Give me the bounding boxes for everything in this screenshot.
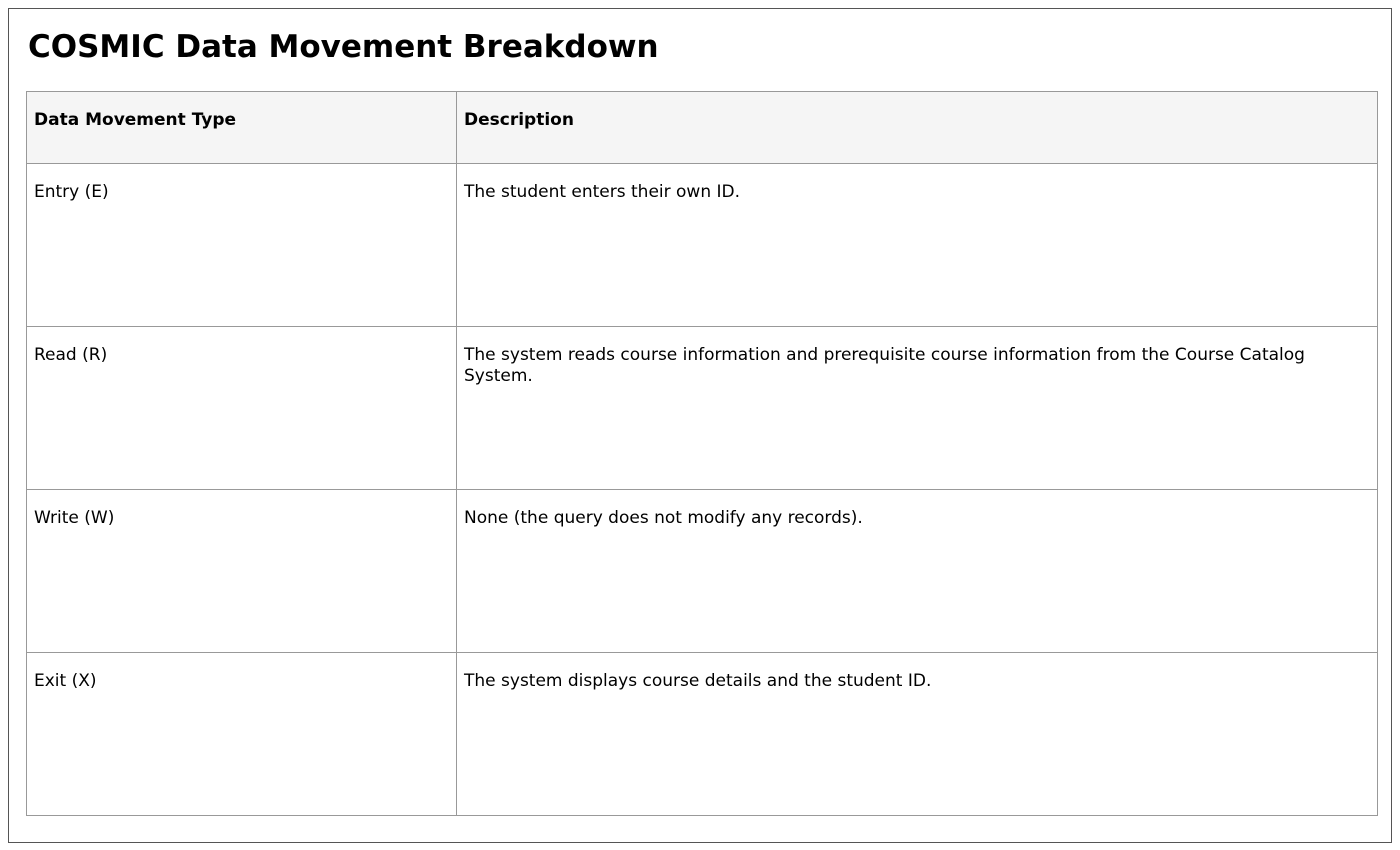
data-movement-table (26, 91, 1378, 816)
table-row (27, 164, 1378, 327)
table-row (27, 653, 1378, 816)
movement-type-cell: Write (W) (27, 490, 457, 653)
document-frame (8, 8, 1392, 843)
description-cell: The system reads course information and prerequisite course information from the Course Catalog System. (457, 327, 1378, 490)
movement-type-cell: Exit (X) (27, 653, 457, 816)
description-cell: None (the query does not modify any records). (457, 490, 1378, 653)
movement-type-cell: Read (R) (27, 327, 457, 490)
table-row (27, 490, 1378, 653)
column-header-type: Data Movement Type (27, 92, 457, 164)
page-title: COSMIC Data Movement Breakdown (28, 29, 659, 65)
description-cell: The student enters their own ID. (457, 164, 1378, 327)
table-header-row (27, 92, 1378, 164)
description-cell: The system displays course details and the student ID. (457, 653, 1378, 816)
movement-type-cell: Entry (E) (27, 164, 457, 327)
table-row (27, 327, 1378, 490)
column-header-description: Description (457, 92, 1378, 164)
